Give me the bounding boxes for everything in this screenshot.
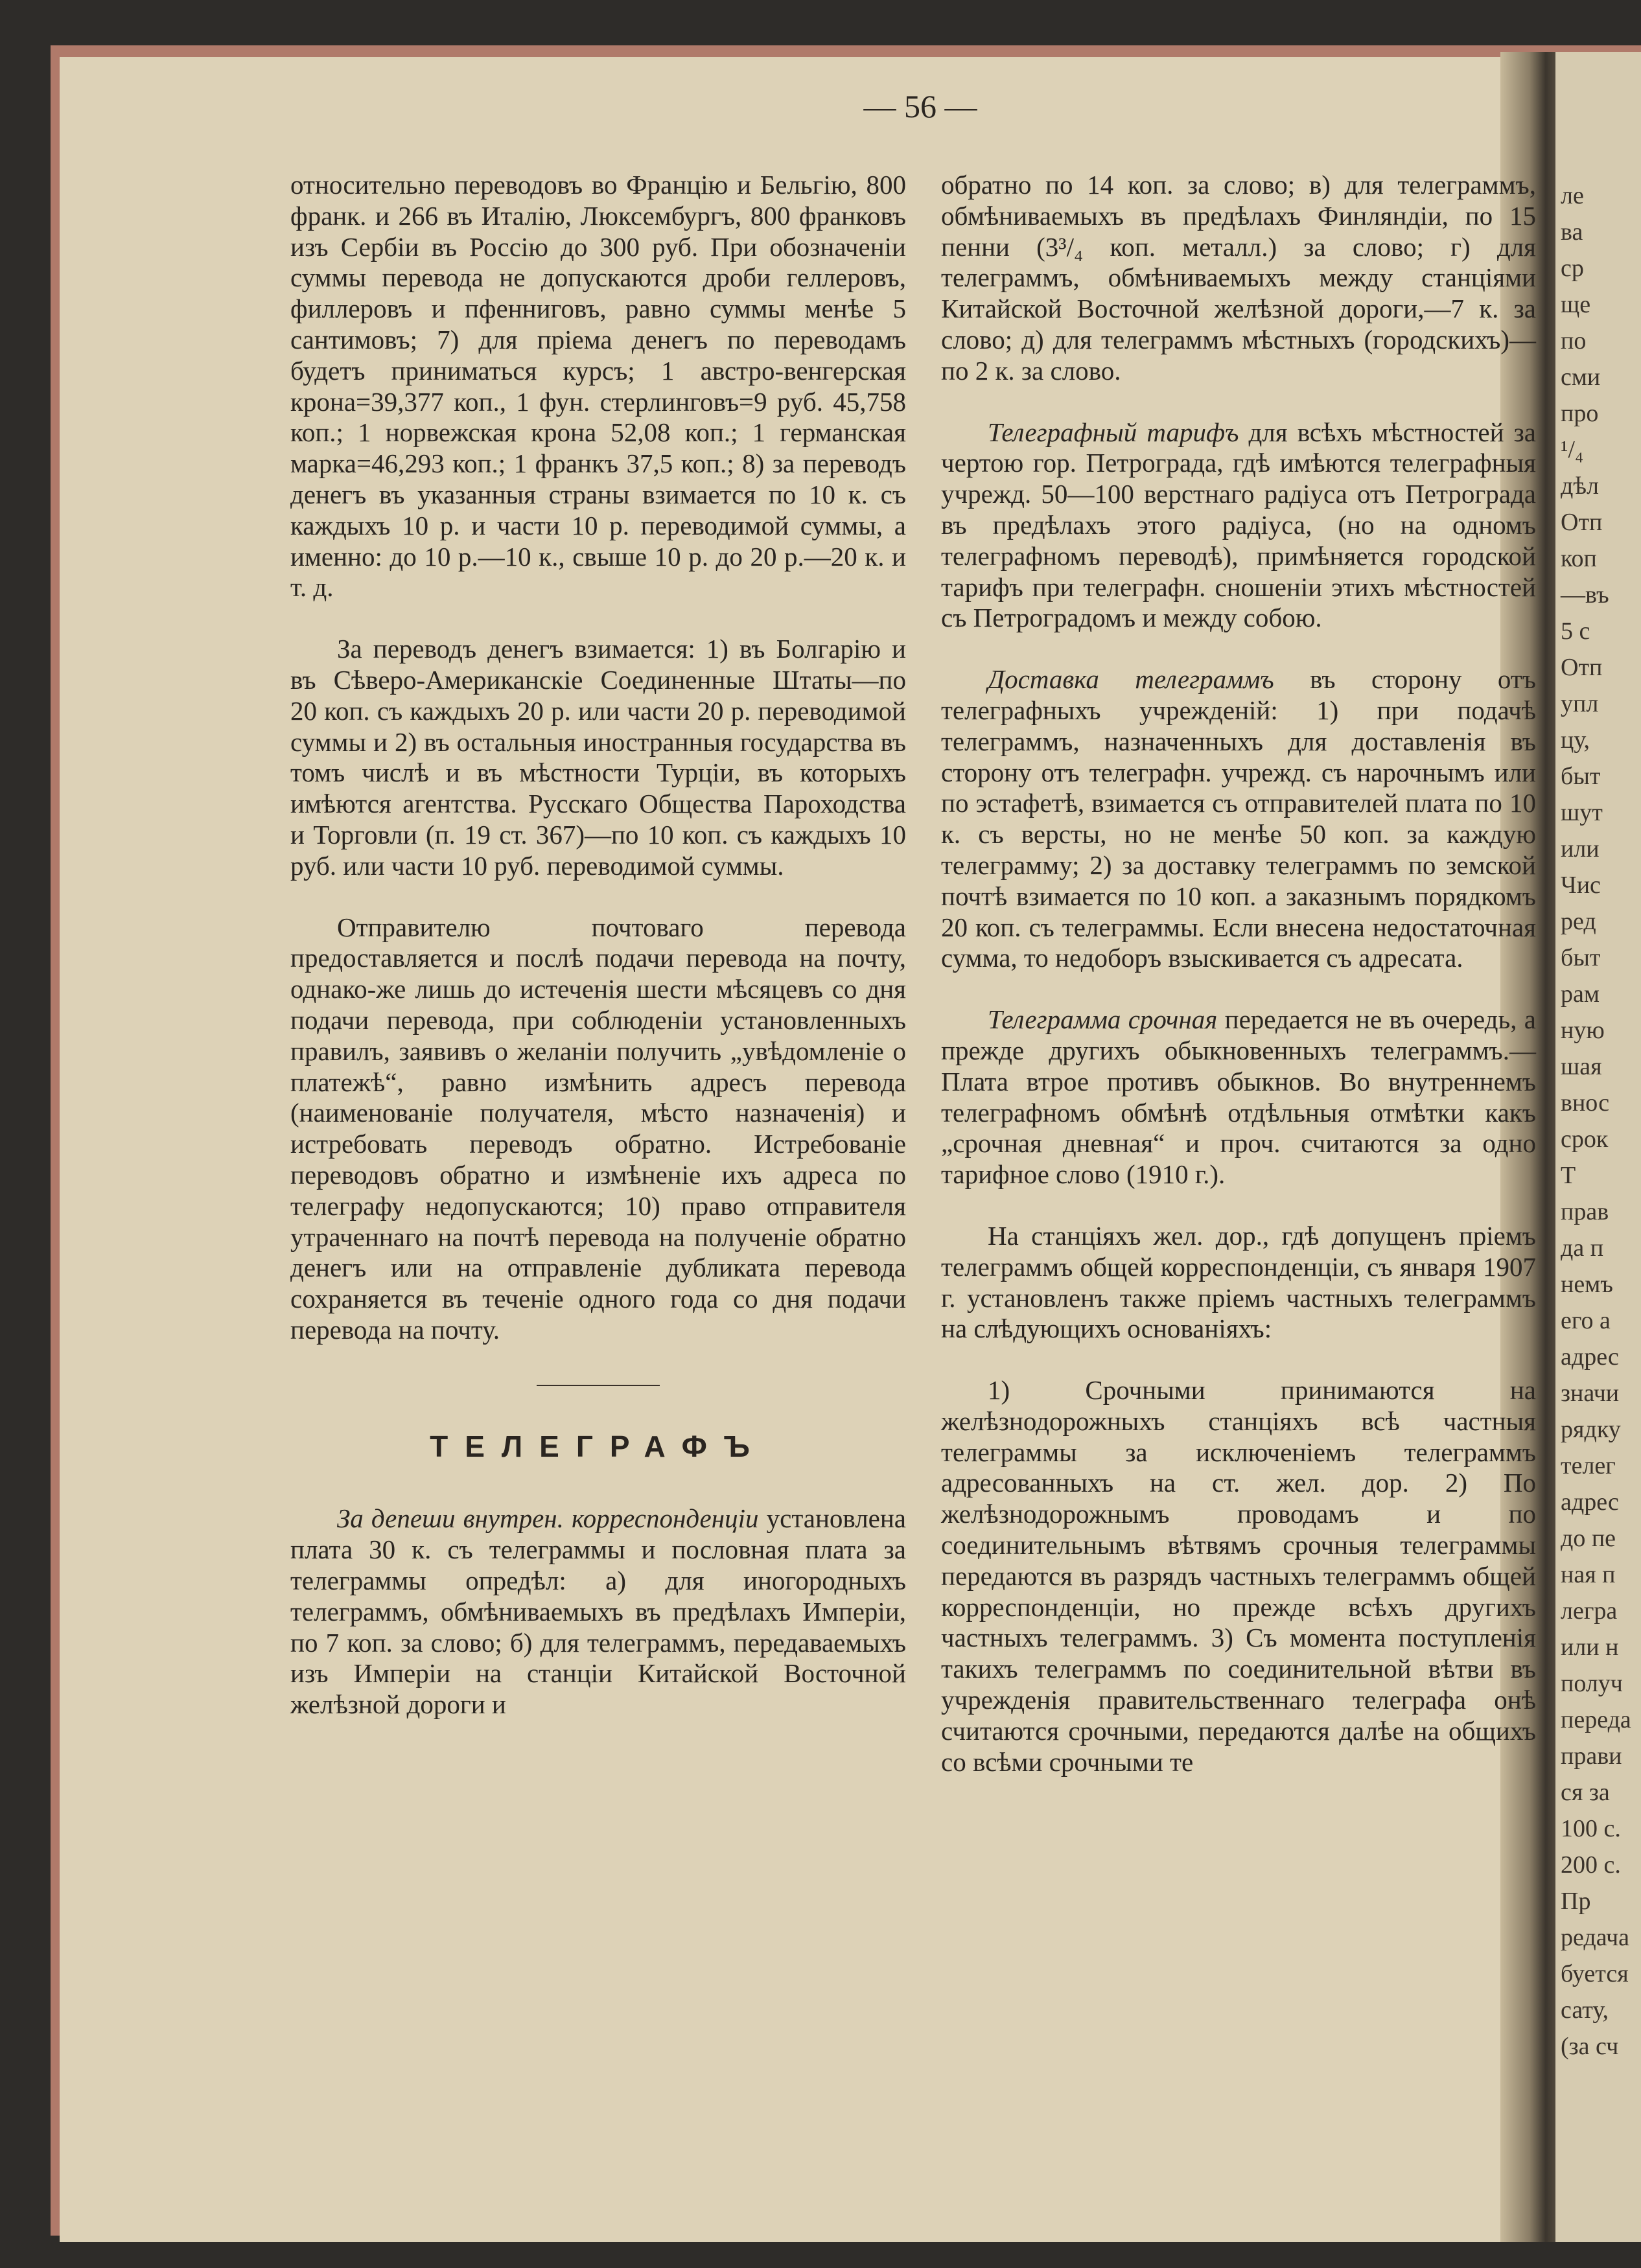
right-column (941, 170, 1536, 1777)
next-page-fragment: срок (1561, 1126, 1609, 1153)
next-page-fragment: или н (1561, 1634, 1619, 1661)
paragraph: относительно переводовъ во Францію и Бельгію, 800 франк. и 266 въ Италію, Люксембургъ, 800 франковъ изъ Сербіи въ Россію до 300 руб. При обозначеніи суммы перевода не допускаются дроби геллеровъ, филлеровъ и пфенниговъ, равно суммы менѣе 5 сантимовъ; 7) для пріема денегъ по переводамъ будетъ приниматься курсъ; 1 австро-венгерская крона=39,377 коп., 1 фун. стерлинговъ=9 руб. 45,758 коп.; 1 норвежская крона 52,08 коп.; 1 германская марка=46,293 коп.; 1 франкъ 37,5 коп.; 8) за переводъ денегъ въ указанныя страны взимается по 10 к. съ каждыхъ 10 р. и части 10 р. переводимой суммы, а именно: до 10 р.—10 к., свыше 10 р. до 20 р.—20 к. и т. д. (290, 170, 906, 603)
next-page-fragment: ся за (1561, 1779, 1610, 1806)
next-page-fragment: Отп (1561, 654, 1603, 681)
next-page-fragment: да п (1561, 1234, 1604, 1262)
next-page-fragment: ва (1561, 218, 1583, 246)
paragraph-text: передается не въ очередь, а прежде другихъ обыкновенныхъ телеграммъ.—Плата втрое противъ обыкнов. Во внутреннемъ телеграфномъ обмѣнѣ отдѣльныя отмѣтки какъ „срочная дневная“ и проч. считаются за одно тарифное слово (1910 г.). (941, 1004, 1537, 1190)
next-page-fragment: упл (1561, 690, 1599, 717)
next-page-fragment: —въ (1561, 581, 1609, 608)
next-page-fragment: ред (1561, 908, 1596, 935)
next-page-fragment: немъ (1561, 1271, 1613, 1298)
paragraph-lead: Доставка телеграммъ (988, 664, 1274, 695)
paragraph: На станціяхъ жел. дор., гдѣ допущенъ пріемъ телеграммъ общей корреспонденціи, съ января 1907 г. установленъ также пріемъ частныхъ телеграммъ на слѣдующихъ основаніяхъ: (941, 1220, 1536, 1344)
next-page-fragment: ная п (1561, 1561, 1616, 1588)
next-page-fragment: значи (1561, 1380, 1620, 1407)
next-page-fragment: редача (1561, 1924, 1630, 1951)
next-page-fragment: рам (1561, 980, 1600, 1008)
next-page-fragment: переда (1561, 1706, 1631, 1733)
next-page-fragment: коп (1561, 545, 1597, 572)
next-page-fragment: до пе (1561, 1525, 1616, 1552)
next-page-fragment: телег (1561, 1452, 1616, 1479)
paragraph-lead: Телеграфный тарифъ (988, 417, 1239, 447)
next-page-fragment: прави (1561, 1742, 1622, 1770)
next-page-fragment: по (1561, 327, 1587, 354)
next-page-fragment: внос (1561, 1089, 1610, 1117)
paragraph: За переводъ денегъ взимается: 1) въ Болгарію и въ Сѣверо-Американскіе Соединенные Штаты—по 20 коп. съ каждыхъ 20 р. или части 20 р. переводимой суммы и 2) въ остальныя иностранныя государства въ томъ числѣ и въ мѣстности Турціи, въ которыхъ имѣются агентства. Русскаго Общества Пароходства и Торговли (п. 19 ст. 367)—по 10 коп. съ каждыхъ 10 руб. или части 10 руб. переводимой суммы. (290, 634, 906, 881)
next-page-fragment: шая (1561, 1053, 1602, 1080)
section-divider (537, 1385, 660, 1386)
next-page-fragment: 5 с (1561, 618, 1590, 645)
paragraph: обратно по 14 коп. за слово; в) для телеграммъ, обмѣниваемыхъ въ предѣлахъ Финляндіи, по 15 пенни (3³/₄ коп. металл.) за слово; г) для телеграммъ, обмѣниваемыхъ между станціями Китайской Восточной желѣзной дороги,—7 к. за слово; д) для телеграммъ мѣстныхъ (городскихъ)—по 2 к. за слово. (941, 170, 1536, 386)
next-page-fragment: буется (1561, 1960, 1629, 1987)
next-page-fragment: быт (1561, 944, 1601, 971)
next-page-fragment: 100 с. (1561, 1815, 1621, 1842)
next-page-fragment: сми (1561, 364, 1601, 391)
next-page-fragment: рядку (1561, 1416, 1621, 1443)
next-page-fragment: сату, (1561, 1996, 1609, 2024)
left-column (290, 170, 906, 1720)
paragraph-text: въ сторону отъ телеграфныхъ учрежденій: 1) при подачѣ телеграммъ, назначенныхъ для доставленія въ сторону отъ телеграфн. учрежд. съ нарочнымъ или по эстафетѣ, взимается съ отправителей плата по 10 к. съ версты, но не менѣе 50 коп. за каждую телеграмму; 2) за доставку телеграммъ по земской почтѣ взимается по 10 коп. а заказнымъ порядкомъ 20 коп. съ телеграммы. Если внесена недостаточная сумма, то недоборъ взыскивается съ адресата. (941, 664, 1536, 973)
paragraph-lead: За депеши внутрен. корреспонденціи (337, 1503, 759, 1534)
paragraph (941, 1004, 1536, 1190)
next-page-fragment: Отп (1561, 509, 1603, 536)
page-number: — 56 — (863, 88, 977, 124)
next-page-fragment: легра (1561, 1597, 1618, 1625)
next-page-fragment: (за сч (1561, 2033, 1619, 2060)
next-page-fragment: дѣл (1561, 472, 1599, 500)
next-page-fragment: ср (1561, 255, 1584, 282)
next-page-fragment: его а (1561, 1307, 1611, 1334)
paragraph (941, 417, 1536, 634)
next-page-fragment: ле (1561, 182, 1584, 209)
paragraph (290, 1503, 906, 1720)
next-page-fragment: шут (1561, 799, 1603, 826)
next-page-fragment: адрес (1561, 1343, 1619, 1371)
next-page-fragment: ную (1561, 1017, 1605, 1044)
next-page-fragment: ¹/₄ (1561, 436, 1584, 463)
next-page-fragment: Т (1561, 1162, 1576, 1189)
paragraph-lead: Телеграмма срочная (988, 1004, 1218, 1035)
paragraph-text: установлена плата 30 к. съ телеграммы и пословная плата за телеграммы опредѣл: а) для иногородныхъ телеграммъ, обмѣниваемыхъ въ предѣлахъ Имперіи, по 7 коп. за слово; б) для телеграммъ, передаваемыхъ изъ Имперіи на станціи Китайской Восточной желѣзной дороги и (290, 1503, 906, 1720)
next-page-fragment: Чис (1561, 872, 1601, 899)
next-page-fragment: ще (1561, 291, 1591, 318)
next-page-edge (1555, 52, 1641, 2242)
next-page-fragment: получ (1561, 1670, 1623, 1697)
next-page-fragment: про (1561, 400, 1599, 427)
next-page-fragment: быт (1561, 763, 1601, 790)
next-page-fragment: прав (1561, 1198, 1609, 1225)
next-page-fragment: адрес (1561, 1488, 1619, 1516)
next-page-fragment: цу, (1561, 726, 1590, 754)
paragraph-text: для всѣхъ мѣстностей за чертою гор. Петрограда, гдѣ имѣются телеграфныя учрежд. 50—100 верстнаго радіуса отъ Петрограда въ предѣлахъ этого радіуса, (но на одномъ телеграфномъ переводѣ), примѣняется городской тарифъ при телеграфн. сношеніи этихъ мѣстностей съ Петроградомъ и между собою. (941, 417, 1536, 633)
paragraph: Отправителю почтоваго перевода предоставляется и послѣ подачи перевода на почту, однако-же лишь до истеченія шести мѣсяцевъ со дня подачи перевода, при соблюденіи установленныхъ правилъ, заявивъ о желаніи получить „увѣдомленіе о платежѣ“, равно измѣнить адресъ перевода (наименованіе получателя, мѣсто назначенія) и истребовать переводъ обратно. Истребованіе переводовъ обратно и измѣненіе ихъ адреса по телеграфу недопускаются; 10) право отправителя утраченнаго на почтѣ перевода на полученіе обратно денегъ или на отправленіе дубликата перевода сохраняется въ теченіе одного года со дня подачи перевода на почту. (290, 912, 906, 1345)
paragraph: 1) Срочными принимаются на желѣзнодорожныхъ станціяхъ всѣ частныя телеграммы за исключеніемъ телеграммъ адресованныхъ на ст. жел. дор. 2) По желѣзнодорожнымъ проводамъ и по соединительнымъ вѣтвямъ срочныя телеграммы передаются въ разрядъ частныхъ телеграммъ общей корреспонденціи, но прежде всѣхъ другихъ частныхъ телеграммъ. 3) Съ момента поступленія такихъ телеграммъ по соединительной вѣтви въ учрежденія правительственнаго телеграфа онѣ считаются срочными, передаются далѣе на общихъ со всѣми срочными те (941, 1375, 1536, 1777)
section-heading: ТЕЛЕГРАФЪ (430, 1429, 767, 1463)
paragraph (941, 664, 1536, 974)
next-page-fragment: Пр (1561, 1888, 1591, 1915)
next-page-fragment: 200 с. (1561, 1851, 1621, 1879)
next-page-fragment: или (1561, 835, 1600, 862)
